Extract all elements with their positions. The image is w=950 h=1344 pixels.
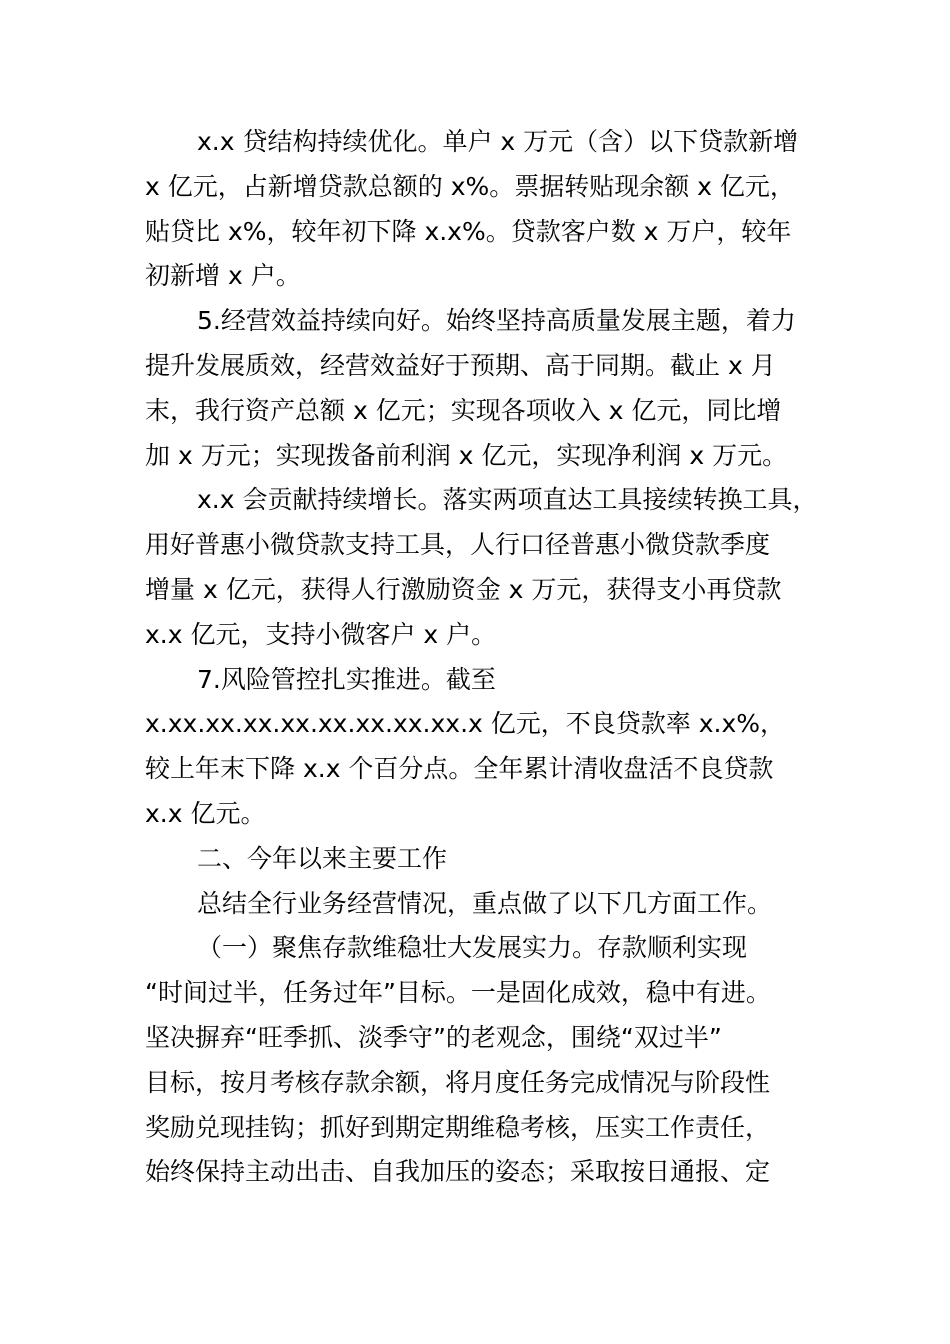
- paragraph-line: 末，我行资产总额 x 亿元；实现各项收入 x 亿元，同比增: [145, 395, 782, 425]
- paragraph-line: x.xx.xx.xx.xx.xx.xx.xx.xx.x 亿元，不良贷款率 x.x%，: [145, 709, 786, 739]
- paragraph-line: x.x 贷结构持续优化。单户 x 万元（含）以下贷款新增: [197, 127, 799, 156]
- paragraph-line: x.x 亿元，支持小微客户 x 户。: [145, 619, 497, 649]
- paragraph-line: 总结全行业务经营情况，重点做了以下几方面工作。: [197, 888, 773, 918]
- paragraph-line: 提升发展质效，经营效益好于预期、高于同期。截止 x 月: [145, 350, 776, 380]
- paragraph-line: x.x 亿元。: [145, 798, 266, 828]
- paragraph-line: x 亿元，占新增贷款总额的 x%。票据转贴现余额 x 亿元，: [145, 171, 795, 201]
- paragraph-line: 较上年末下降 x.x 个百分点。全年累计清收盘活不良贷款: [145, 754, 774, 784]
- paragraph-line: 坚决摒弃“旺季抓、淡季守”的老观念，围绕“双过半”: [145, 1022, 722, 1052]
- paragraph-line: 奖励兑现挂钩；抓好到期定期维稳考核，压实工作责任，: [145, 1112, 771, 1142]
- paragraph-line: 增量 x 亿元，获得人行激励资金 x 万元，获得支小再贷款: [145, 574, 782, 604]
- paragraph-line: 始终保持主动出击、自我加压的姿态；采取按日通报、定: [145, 1157, 771, 1187]
- paragraph-line: 初新增 x 户。: [145, 261, 301, 291]
- paragraph-line: “时间过半，任务过年”目标。一是固化成效，稳中有进。: [145, 978, 771, 1008]
- paragraph-line: 5.经营效益持续向好。始终坚持高质量发展主题，着力: [197, 306, 796, 336]
- document-body: [145, 120, 825, 1195]
- paragraph-line: 目标，按月考核存款余额，将月度任务完成情况与阶段性: [145, 1067, 771, 1097]
- paragraph-line: 用好普惠小微贷款支持工具，人行口径普惠小微贷款季度: [145, 530, 771, 560]
- paragraph-line: 贴贷比 x%，较年初下降 x.x%。贷款客户数 x 万户，较年: [145, 216, 792, 246]
- paragraph-line: 7.风险管控扎实推进。截至: [197, 664, 496, 694]
- paragraph-line: （一）聚焦存款维稳壮大发展实力。存款顺利实现: [197, 933, 748, 963]
- paragraph-line: 加 x 万元；实现拨备前利润 x 亿元，实现净利润 x 万元。: [145, 440, 788, 470]
- paragraph-line: x.x 会贡献持续增长。落实两项直达工具接续转换工具，: [197, 485, 818, 515]
- section-heading: 二、今年以来主要工作: [197, 843, 448, 873]
